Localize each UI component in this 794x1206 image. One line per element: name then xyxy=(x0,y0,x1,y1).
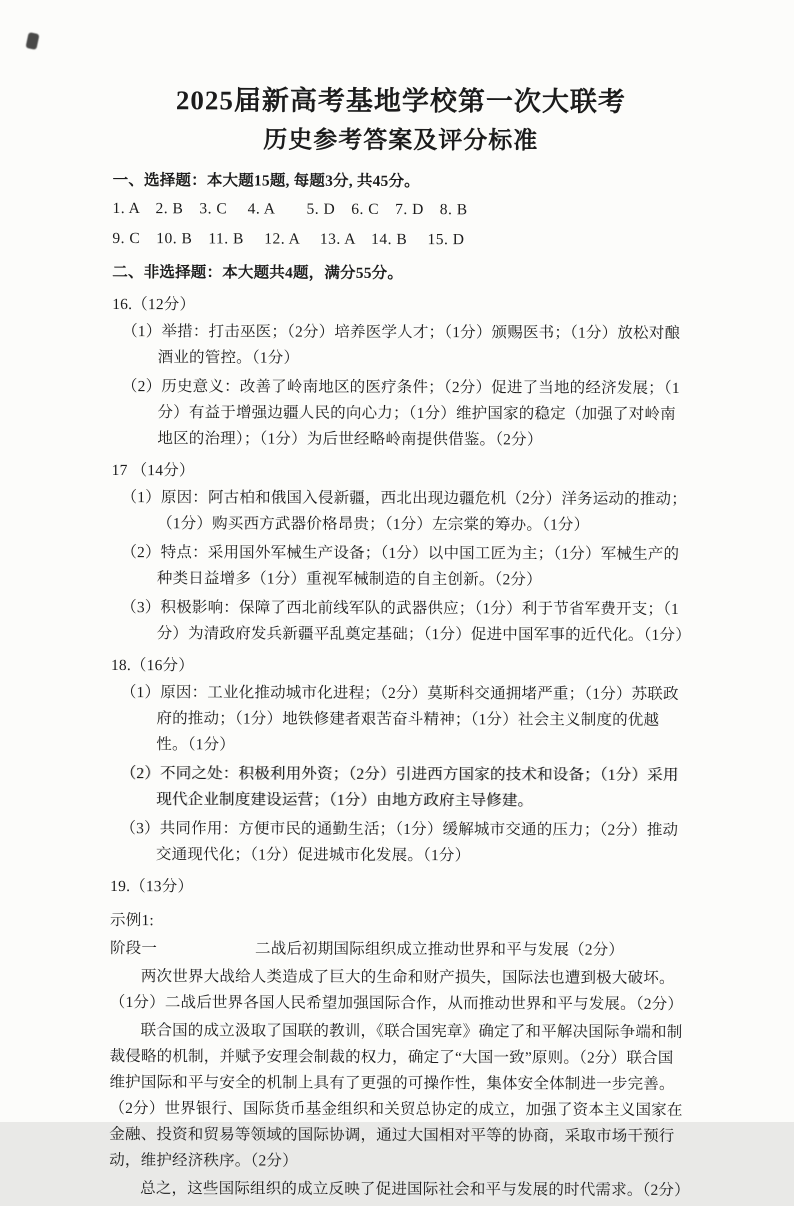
scan-artifact-mark xyxy=(25,32,39,50)
choice-answers-row-2: 9. C 10. B 11. B 12. A 13. A 14. B 15. D xyxy=(112,229,465,249)
stage-heading-row xyxy=(110,936,686,964)
question-18-answer-1: （1）原因：工业化推动城市化进程；（2分）莫斯科交通拥堵严重；（1分）苏联政府的推动；（1分）地铁修建者艰苦奋斗精神；（1分）社会主义制度的优越性。（1分） xyxy=(120,684,679,754)
question-16-answer-2: （2）历史意义：改善了岭南地区的医疗条件；（2分）促进了当地的经济发展；（1分）有益于增强边疆人民的向心力；（1分）维护国家的稳定（加强了对岭南地区的治理）；（1分）为后世经略岭南提供借鉴。（2分） xyxy=(121,378,680,449)
question-16-answer-1: （1）举措：打击巫医；（2分）培养医学人才；（1分）颁赐医书；（1分）放松对酿酒业的管控。（1分） xyxy=(122,323,681,367)
choice-answers-row-1: 1. A 2. B 3. C 4. A 5. D 6. C 7. D 8. B xyxy=(112,199,468,219)
stage-title: 二战后初期国际组织成立推动世界和平与发展（2分） xyxy=(255,940,625,959)
question-19-block xyxy=(109,874,690,1204)
question-19-label: 19.（13分） xyxy=(110,877,194,896)
document-title: 2025届新高考基地学校第一次大联考 xyxy=(175,85,626,117)
question-16-label: 16.（12分） xyxy=(112,295,196,314)
question-17-answer-2: （2）特点：采用国外军械生产设备；（1分）以中国工匠为主；（1分）军械生产的种类日益增多（1分）重视军械制造的自主创新。（2分） xyxy=(121,544,680,589)
stage-label: 阶段一 xyxy=(109,939,158,958)
question-17-answer-3: （3）积极影响：保障了西北前线军队的武器供应；（1分）利于节省军费开支；（1分）为清政府发兵新疆平乱奠定基础；（1分）促进中国军事的近代化。（1分） xyxy=(121,599,691,645)
question-19-paragraph-3: 总之，这些国际组织的成立反映了促进国际社会和平与发展的时代需求。（2分） xyxy=(140,1180,690,1200)
question-19-paragraph-2: 联合国的成立汲取了国联的教训，《联合国宪章》确定了和平解决国际争端和制裁侵略的机制，并赋予安理会制裁的权力，确定了“大国一致”原则。（2分）联合国维护国际和平与安全的机制上具有了更强的可操作性，集体安全体制进一步完善。（2分）世界银行、国际货币基金组织和关贸总协定的成立，加强了资本主义国家在金融、投资和贸易等领域的国际协调，通过大国相对平等的协商，采取市场干预行动，维护经济秩序。（2分） xyxy=(109,1022,683,1170)
question-17-label: 17 （14分） xyxy=(111,461,195,480)
question-19-paragraph-1: 两次世界大战给人类造成了巨大的生命和财产损失，国际法也遭到极大破坏。（1分）二战后世界各国人民希望加强国际合作，从而推动世界和平与发展。（2分） xyxy=(109,968,684,1013)
question-17-answer-1: （1）原因：阿古柏和俄国入侵新疆，西北出现边疆危机（2分）洋务运动的推动；（1分）购买西方武器价格昂贵；（1分）左宗棠的筹办。（1分） xyxy=(121,489,687,534)
question-16-block xyxy=(112,292,689,454)
question-18-answer-2: （2）不同之处：积极利用外资；（2分）引进西方国家的技术和设备；（1分）采用现代企业制度建设运营；（1分）由地方政府主导修建。 xyxy=(120,765,679,810)
question-18-block xyxy=(110,653,687,870)
question-18-label: 18.（16分） xyxy=(110,656,194,675)
question-18-answer-3: （3）共同作用：方便市民的通勤生活；（1分）缓解城市交通的压力；（2分）推动交通现代化；（1分）促进城市化发展。（1分） xyxy=(120,820,679,865)
document-subtitle: 历史参考答案及评分标准 xyxy=(263,127,539,155)
example-1-label: 示例1: xyxy=(110,911,154,930)
essay-section-heading: 二、非选择题：本大题共4题，满分55分。 xyxy=(112,263,404,283)
question-17-block xyxy=(111,458,691,649)
choice-section-heading: 一、选择题：本大题15题, 每题3分, 共45分。 xyxy=(112,171,420,191)
document-content xyxy=(109,80,689,1206)
